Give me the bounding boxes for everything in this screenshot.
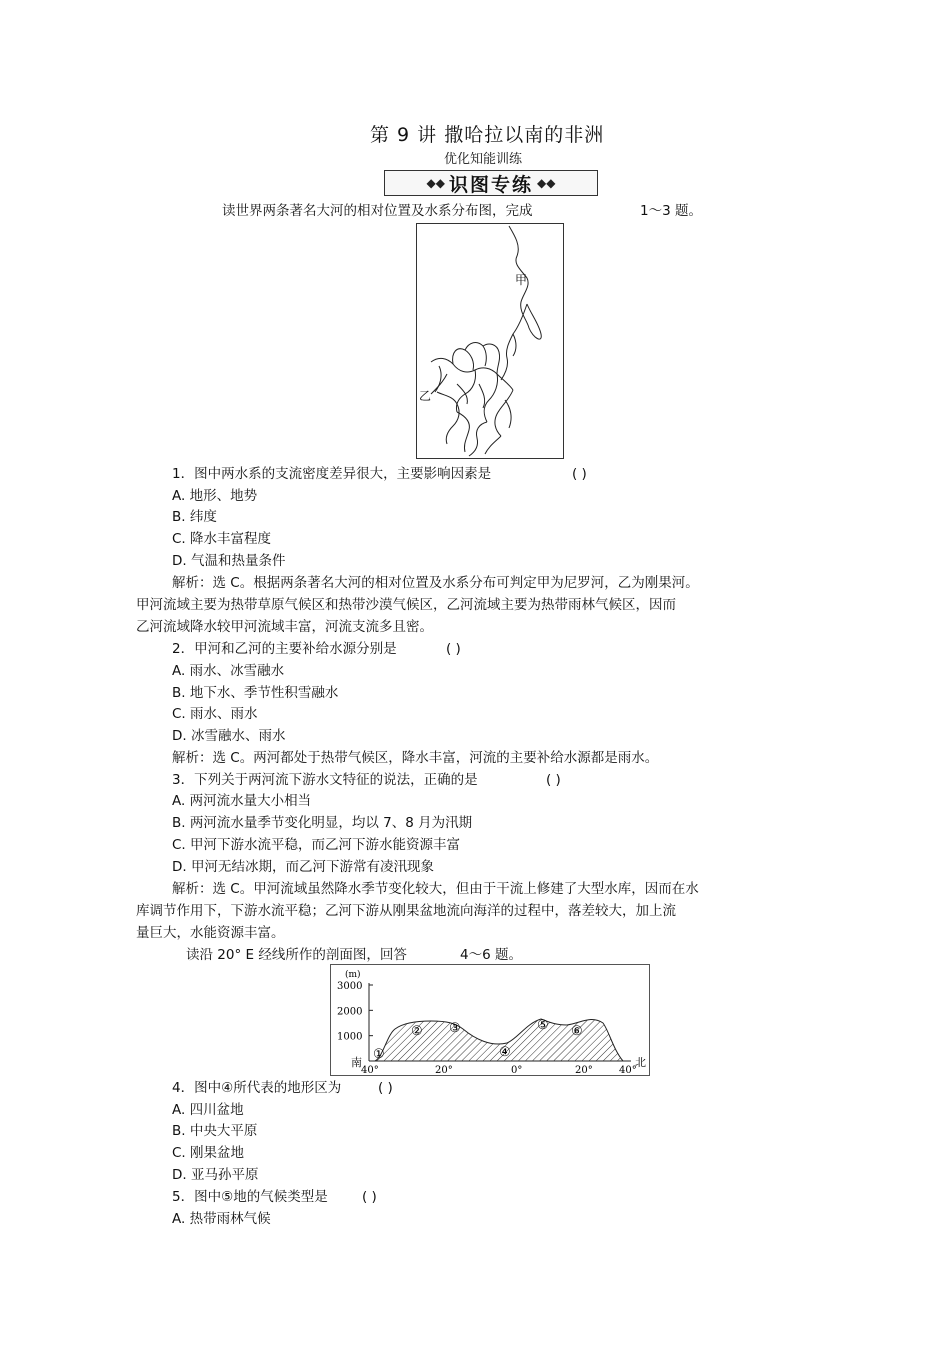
- x-tick-label: 20°: [575, 1065, 593, 1075]
- q3-stem: 3．下列关于两河流下游水文特征的说法，正确的是: [172, 772, 478, 788]
- q2-option-d: D. 冰雪融水、雨水: [172, 728, 286, 744]
- q1-stem: 1．图中两水系的支流密度差异很大，主要影响因素是: [172, 466, 492, 482]
- q3-option-b: B. 两河流水量季节变化明显，均以 7、8 月为汛期: [172, 815, 473, 831]
- q3-analysis-line-3: 量巨大，水能资源丰富。: [136, 925, 285, 941]
- intro-1-text: 读世界两条著名大河的相对位置及水系分布图，完成: [222, 203, 533, 219]
- profile-figure: [330, 964, 650, 1076]
- marker-5: ⑤: [537, 1018, 549, 1033]
- y-tick-label: 2000: [337, 1006, 363, 1018]
- q3-answer-paren: ( ): [546, 772, 561, 788]
- q5-option-a: A. 热带雨林气候: [172, 1211, 271, 1227]
- x-tick-label: 40°: [361, 1065, 379, 1075]
- q3-option-d: D. 甲河无结冰期，而乙河下游常有凌汛现象: [172, 859, 434, 875]
- river-map-drawing: [417, 224, 563, 458]
- marker-4: ④: [499, 1045, 511, 1060]
- river-map: [416, 223, 564, 459]
- marker-1: ①: [373, 1047, 385, 1062]
- y-tick-label: 1000: [337, 1031, 363, 1043]
- q1-option-a: A. 地形、地势: [172, 488, 258, 504]
- q5-answer-paren: ( ): [362, 1189, 377, 1205]
- profile-drawing: [331, 965, 649, 1075]
- q1-answer-paren: ( ): [572, 466, 587, 482]
- q4-option-b: B. 中央大平原: [172, 1123, 258, 1139]
- south-label: 南: [351, 1056, 362, 1069]
- page-title: 第 9 讲 撒哈拉以南的非洲: [370, 124, 605, 146]
- q4-answer-paren: ( ): [378, 1080, 393, 1096]
- q5-stem: 5．图中⑤地的气候类型是: [172, 1189, 328, 1205]
- q3-analysis-line-1: 解析：选 C。甲河流域虽然降水季节变化较大，但由于干流上修建了大型水库，因而在水: [172, 881, 699, 897]
- q2-option-b: B. 地下水、季节性积雪融水: [172, 685, 339, 701]
- page-subtitle: 优化知能训练: [444, 152, 523, 167]
- q4-option-a: A. 四川盆地: [172, 1102, 244, 1118]
- intro-1-range: 1～3 题。: [640, 203, 702, 219]
- diamond-right-icon: ◆◆: [537, 176, 556, 190]
- q2-answer-paren: ( ): [446, 641, 461, 657]
- marker-3: ③: [449, 1021, 461, 1036]
- q1-analysis-line-3: 乙河流域降水较甲河流域丰富，河流支流多且密。: [136, 619, 433, 635]
- q4-option-c: C. 刚果盆地: [172, 1145, 245, 1161]
- north-label: 北: [635, 1056, 646, 1069]
- q3-option-c: C. 甲河下游水流平稳，而乙河下游水能资源丰富: [172, 837, 461, 853]
- y-tick-label: 3000: [337, 981, 363, 992]
- section-banner: [384, 170, 598, 196]
- intro-2-text: 读沿 20° E 经线所作的剖面图，回答: [186, 947, 407, 963]
- q2-option-c: C. 雨水、雨水: [172, 706, 258, 722]
- map-label-jia: 甲: [515, 273, 528, 287]
- banner-title: 识图专练: [448, 173, 533, 196]
- y-unit-label: (m): [345, 970, 361, 980]
- x-tick-label: 0°: [511, 1065, 523, 1075]
- intro-2-range: 4～6 题。: [460, 947, 522, 963]
- marker-2: ②: [411, 1024, 423, 1039]
- q4-option-d: D. 亚马孙平原: [172, 1167, 259, 1183]
- q2-option-a: A. 雨水、冰雪融水: [172, 663, 285, 679]
- q3-analysis-line-2: 库调节作用下，下游水流平稳；乙河下游从刚果盆地流向海洋的过程中，落差较大，加上流: [136, 903, 676, 919]
- x-tick-label: 40°: [619, 1065, 637, 1075]
- q1-option-b: B. 纬度: [172, 509, 217, 525]
- q1-analysis-line-1: 解析：选 C。根据两条著名大河的相对位置及水系分布可判定甲为尼罗河，乙为刚果河。: [172, 575, 699, 591]
- q1-option-c: C. 降水丰富程度: [172, 531, 272, 547]
- marker-6: ⑥: [571, 1024, 583, 1039]
- x-tick-label: 20°: [435, 1065, 453, 1075]
- q4-stem: 4．图中④所代表的地形区为: [172, 1080, 342, 1096]
- q3-option-a: A. 两河流水量大小相当: [172, 793, 312, 809]
- diamond-left-icon: ◆◆: [426, 176, 445, 190]
- q1-option-d: D. 气温和热量条件: [172, 553, 286, 569]
- map-label-yi: 乙: [419, 389, 432, 403]
- q2-analysis: 解析：选 C。两河都处于热带气候区，降水丰富，河流的主要补给水源都是雨水。: [172, 750, 659, 766]
- q2-stem: 2．甲河和乙河的主要补给水源分别是: [172, 641, 397, 657]
- q1-analysis-line-2: 甲河流域主要为热带草原气候区和热带沙漠气候区，乙河流域主要为热带雨林气候区，因而: [136, 597, 676, 613]
